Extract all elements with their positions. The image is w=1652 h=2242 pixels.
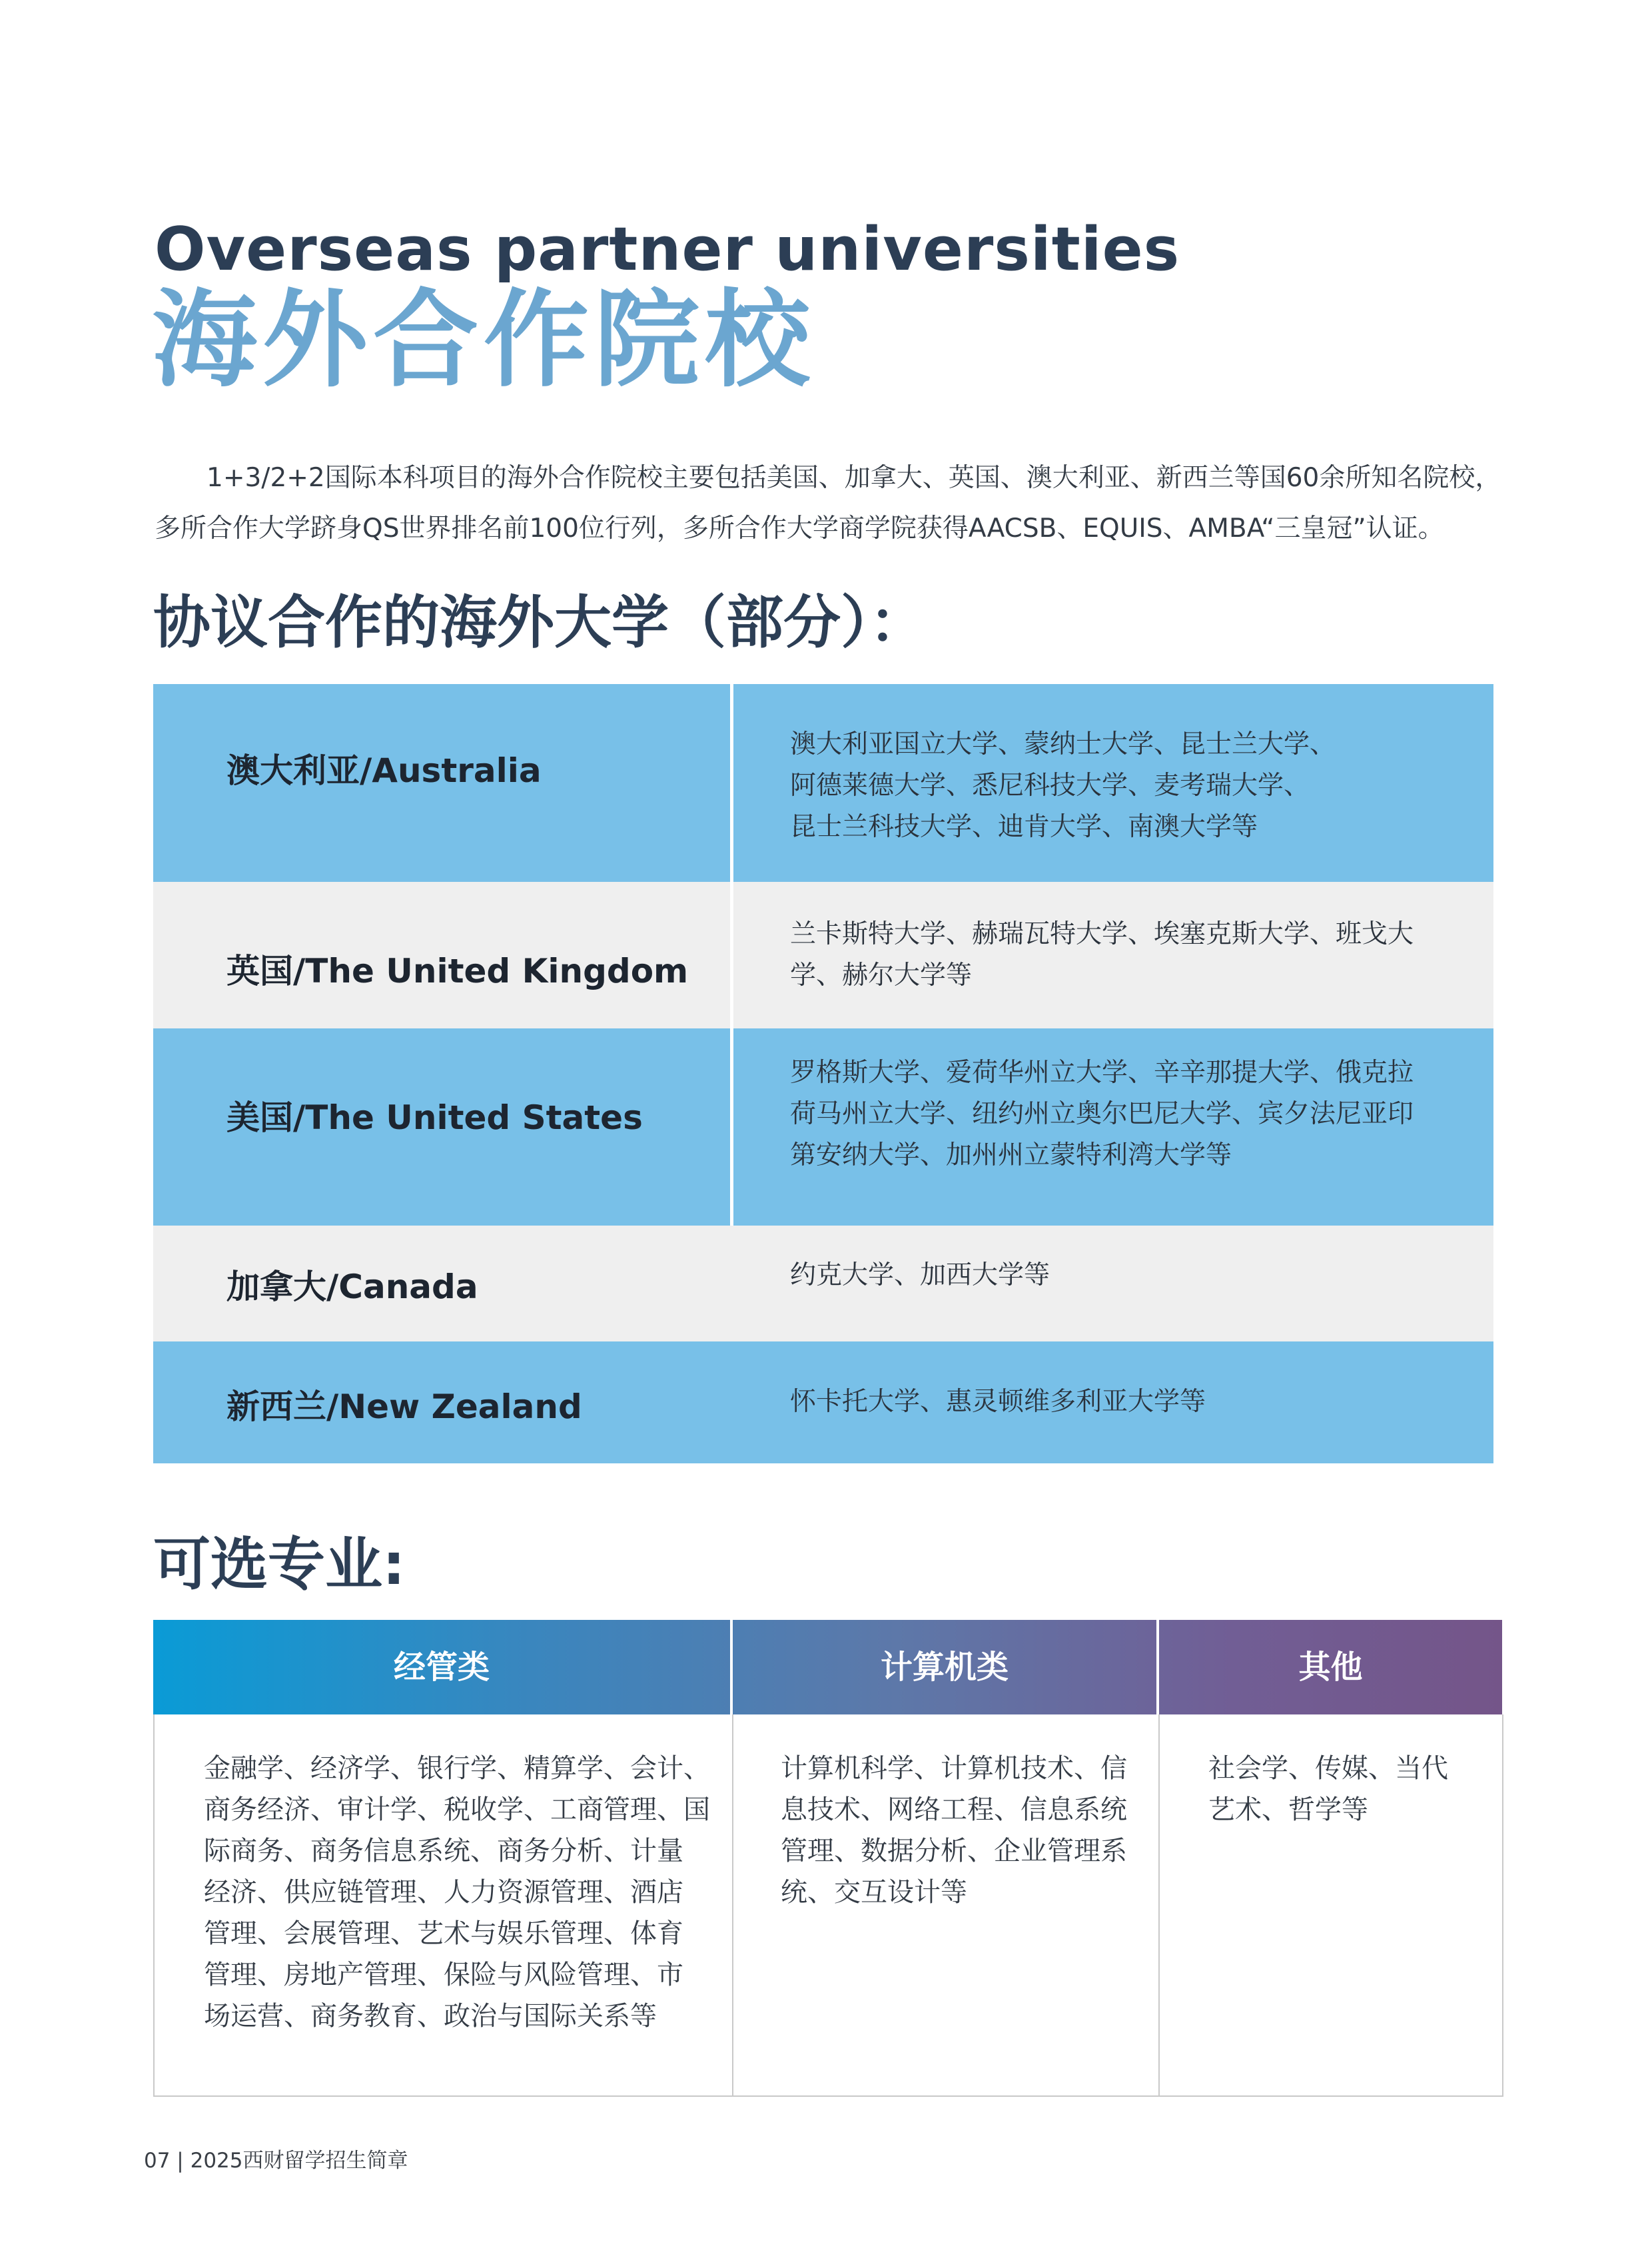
major-line: 商务经济、审计学、税收学、工商管理、国 — [204, 1794, 710, 1825]
university-line: 学、赫尔大学等 — [790, 960, 973, 990]
major-line: 统、交互设计等 — [781, 1877, 967, 1908]
table-row-new-zealand — [153, 1341, 1493, 1463]
major-line: 管理、房地产管理、保险与风险管理、市 — [204, 1960, 683, 1990]
university-line: 第安纳大学、加州州立蒙特利湾大学等 — [790, 1140, 1232, 1170]
majors-table-body — [153, 1714, 1503, 2097]
table-row-australia — [153, 684, 1493, 882]
majors-cell-computer — [781, 1748, 1154, 1913]
country-label: 新西兰/New Zealand — [226, 1387, 582, 1426]
majors-table — [153, 1620, 1502, 2097]
major-line: 经济、供应链管理、人力资源管理、酒店 — [204, 1877, 683, 1908]
major-line: 息技术、网络工程、信息系统 — [781, 1794, 1127, 1825]
country-label: 加拿大/Canada — [226, 1268, 478, 1306]
university-list — [790, 1052, 1463, 1176]
intro-paragraph — [155, 453, 1500, 554]
majors-cell-other — [1208, 1748, 1495, 1830]
major-line: 艺术、哲学等 — [1208, 1794, 1368, 1825]
column-divider — [732, 1714, 733, 2095]
university-line: 兰卡斯特大学、赫瑞瓦特大学、埃塞克斯大学、班戈大 — [790, 919, 1414, 949]
majors-table-header — [153, 1620, 1502, 1714]
title-english: Overseas partner universities — [155, 214, 1180, 284]
major-line: 际商务、商务信息系统、商务分析、计量 — [204, 1836, 683, 1866]
table-row-canada — [153, 1226, 1493, 1341]
column-divider — [730, 684, 733, 882]
university-list — [790, 914, 1463, 996]
university-line: 昆士兰科技大学、迪肯大学、南澳大学等 — [790, 812, 1258, 842]
country-label: 澳大利亚/Australia — [226, 751, 542, 790]
university-line: 阿德莱德大学、悉尼科技大学、麦考瑞大学、 — [790, 771, 1310, 801]
university-line: 罗格斯大学、爱荷华州立大学、辛辛那提大学、俄克拉 — [790, 1058, 1414, 1088]
university-line: 约克大学、加西大学等 — [790, 1260, 1050, 1290]
major-line: 场运营、商务教育、政治与国际关系等 — [204, 2001, 657, 2032]
university-list — [790, 724, 1463, 848]
major-line: 管理、数据分析、企业管理系 — [781, 1836, 1127, 1866]
column-header: 其他 — [1298, 1649, 1363, 1686]
major-line: 管理、会展管理、艺术与娱乐管理、体育 — [204, 1918, 683, 1949]
major-line: 计算机科学、计算机技术、信 — [781, 1753, 1127, 1784]
major-line: 金融学、经济学、银行学、精算学、会计、 — [204, 1753, 710, 1784]
column-divider — [730, 1028, 733, 1226]
university-list — [790, 1255, 1463, 1296]
column-header: 计算机类 — [880, 1649, 1009, 1686]
university-line: 澳大利亚国立大学、蒙纳士大学、昆士兰大学、 — [790, 729, 1336, 759]
partner-table — [153, 684, 1493, 1463]
university-line: 荷马州立大学、纽约州立奥尔巴尼大学、宾夕法尼亚印 — [790, 1099, 1414, 1129]
intro-line: 多所合作大学跻身QS世界排名前100位行列，多所合作大学商学院获得AACSB、EQUIS、AMBA“三皇冠”认证。 — [155, 514, 1444, 544]
intro-line: 1+3/2+2国际本科项目的海外合作院校主要包括美国、加拿大、英国、澳大利亚、新西兰等国60余所知名院校， — [206, 463, 1501, 493]
majors-cell-business — [204, 1748, 723, 2037]
country-label: 美国/The United States — [226, 1098, 643, 1137]
majors-heading: 可选专业: — [153, 1531, 406, 1598]
table-row-uk — [153, 882, 1493, 1028]
column-header: 经管类 — [393, 1649, 490, 1686]
country-label: 英国/The United Kingdom — [226, 952, 689, 990]
major-line: 社会学、传媒、当代 — [1208, 1753, 1448, 1784]
column-divider — [730, 882, 733, 1028]
column-divider — [1158, 1714, 1160, 2095]
university-list — [790, 1381, 1463, 1423]
partners-heading: 协议合作的海外大学（部分）： — [153, 589, 927, 656]
title-chinese: 海外合作院校 — [152, 279, 815, 402]
table-row-us — [153, 1028, 1493, 1226]
page-footer: 07 | 2025西财留学招生简章 — [144, 2149, 408, 2173]
university-line: 怀卡托大学、惠灵顿维多利亚大学等 — [790, 1387, 1206, 1417]
